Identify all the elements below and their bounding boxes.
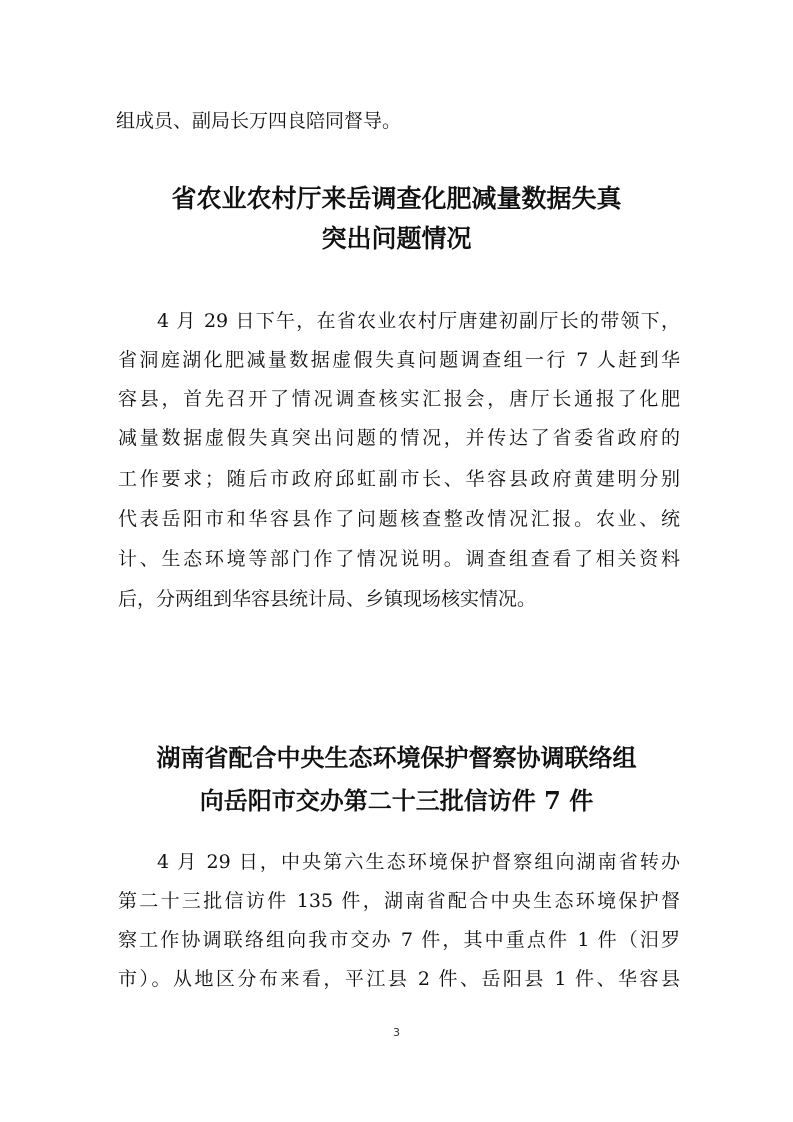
- page-number: 3: [393, 1026, 400, 1039]
- paragraph-line: 4 月 29 日下午，在省农业农村厅唐建初副厅长的带领下，: [157, 310, 680, 332]
- paragraph-line: 省洞庭湖化肥减量数据虚假失真问题调查组一行 7 人赶到华: [118, 349, 680, 371]
- paragraph-line: 代表岳阳市和华容县作了问题核查整改情况汇报。农业、统: [118, 508, 680, 530]
- section1-title-line-2: 突出问题情况: [321, 224, 472, 253]
- intro-line: 组成员、副局长万四良陪同督导。: [116, 110, 402, 132]
- paragraph-line: 减量数据虚假失真突出问题的情况，并传达了省委省政府的: [118, 427, 680, 449]
- paragraph-line: 后，分两组到华容县统计局、乡镇现场核实情况。: [118, 588, 537, 610]
- paragraph-line: 容县，首先召开了情况调查核实汇报会，唐厅长通报了化肥: [118, 388, 680, 410]
- paragraph-line: 第二十三批信访件 135 件，湖南省配合中央生态环境保护督: [118, 890, 680, 912]
- paragraph-line: 4 月 29 日，中央第六生态环境保护督察组向湖南省转办: [157, 851, 680, 873]
- section2-title-line-1: 湖南省配合中央生态环境保护督察协调联络组: [156, 743, 637, 772]
- paragraph-line: 计、生态环境等部门作了情况说明。调查组查看了相关资料: [118, 548, 680, 570]
- section1-title-line-1: 省农业农村厅来岳调查化肥减量数据失真: [171, 184, 622, 213]
- section2-title-line-2: 向岳阳市交办第二十三批信访件 7 件: [199, 786, 594, 815]
- paragraph-line: 工作要求；随后市政府邱虹副市长、华容县政府黄建明分别: [118, 468, 680, 490]
- paragraph-line: 察工作协调联络组向我市交办 7 件，其中重点件 1 件（汨罗: [118, 929, 680, 951]
- paragraph-line: 市）。从地区分布来看，平江县 2 件、岳阳县 1 件、华容县: [118, 968, 680, 990]
